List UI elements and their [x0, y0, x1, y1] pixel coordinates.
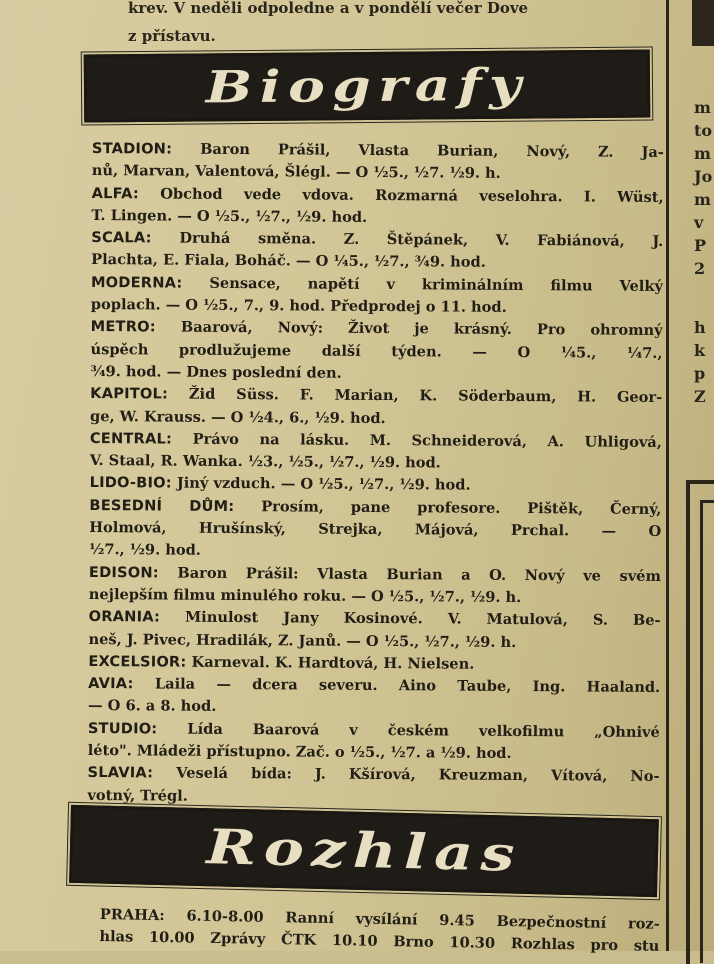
adjacent-column-line: k [694, 341, 706, 360]
rozhlas-heading-banner [69, 805, 659, 897]
cinema-name: EXCELSIOR: [88, 652, 187, 671]
listing-line [89, 606, 661, 632]
listing-text: Baarová, Nový: Život je krásný. Pro ohromný [180, 319, 663, 340]
cinema-listing [89, 495, 661, 566]
cinema-listing [88, 718, 660, 767]
listing-text: ½7., ½9. hod. [89, 541, 201, 560]
previous-article-line: z přístavu. [128, 27, 216, 45]
listing-text: T. Lingen. — O ½5., ½7., ½9. hod. [91, 206, 368, 226]
adjacent-column-line: h [694, 318, 706, 337]
adjacent-column-line: Jo [694, 167, 713, 186]
listing-text: léto". Mládeži přístupno. Zač. o ½5., ½7. a ½9. hod. [87, 742, 512, 762]
cinema-listing [88, 673, 660, 722]
cinema-listing [89, 562, 661, 611]
column-divider [666, 0, 669, 951]
adjacent-column-line: m [694, 190, 711, 209]
cinema-name: KAPITOL: [90, 385, 169, 403]
listing-text: úspěch prodlužujeme další týden. — O ¼5., ¼7., [90, 340, 663, 362]
listing-text: nů, Marvan, Valentová, Šlégl. — O ½5., ½7. ½9. h. [91, 162, 501, 183]
cinema-name: MODERNA: [90, 273, 183, 292]
listing-text: Plachta, E. Fiala, Boháč. — O ¼5., ½7., ¾9. hod. [91, 251, 486, 272]
listing-text: neš, J. Pivec, Hradilák, Z. Janů. — O ½5., ½7., ½9. h. [88, 630, 517, 651]
cinema-listing [90, 383, 662, 432]
cinema-listing [88, 606, 660, 655]
cinema-name: BESEDNÍ DŮM: [89, 496, 235, 515]
adjacent-column-fragments [694, 96, 714, 408]
listing-text: Baron Prášil: Vlasta Burian a O. Nový ve svém [177, 564, 662, 585]
listing-text: ¾9. hod. — Dnes poslední den. [90, 362, 342, 382]
previous-article-line: krev. V neděli odpoledne a v pondělí večer Dove [128, 0, 529, 17]
cinema-name: SLAVIA: [87, 764, 154, 782]
listing-text: Obchod vede vdova. Rozmarná veselohra. I. Wüst, [160, 185, 664, 206]
listing-text: Veselá bída: J. Kšírová, Kreuzman, Vítová, No- [176, 764, 660, 786]
listing-text: Právo na lásku. M. Schneiderová, A. Uhligová, [192, 430, 662, 451]
listing-text: Lída Baarová v českém velkofilmu „Ohnivé [187, 720, 660, 741]
listing-text: Laila — dcera severu. Aino Taube, Ing. Haaland. [154, 675, 661, 697]
listing-text: Holmová, Hrušínský, Strejka, Májová, Prchal. — O [89, 519, 662, 541]
cinema-name: SCALA: [91, 229, 152, 247]
listing-text: poplach. — O ½5., 7., 9. hod. Předprodej o 11. hod. [90, 296, 507, 316]
adjacent-column-line: m [694, 98, 711, 117]
adjacent-column-line: P [694, 236, 707, 255]
adjacent-column-line: Z [694, 387, 706, 406]
adjacent-column-frame-inner [700, 500, 714, 963]
cinema-listing [87, 762, 659, 811]
cinema-name: METRO: [90, 318, 156, 336]
listing-text: Druhá směna. Z. Štěpánek, V. Fabiánová, J. [179, 229, 664, 251]
cinema-listing [91, 183, 663, 232]
listing-text: Sensace, napětí v kriminálním filmu Velký [209, 274, 664, 295]
cinema-listing [91, 227, 663, 276]
listing-text: votný, Trégl. [87, 786, 188, 805]
adjacent-column-line: p [694, 364, 706, 383]
radio-line: hlas 10.00 Zprávy ČTK 10.10 Brno 10.30 Rozhlas pro stu [99, 927, 660, 955]
biografy-heading-banner [84, 50, 651, 123]
cinema-name: ORANIA: [88, 608, 161, 626]
cinema-name: AVIA: [88, 675, 134, 693]
adjacent-column-heading-fragment [692, 0, 714, 46]
cinema-name: STADION: [91, 139, 173, 158]
cinema-listing [92, 138, 664, 187]
cinema-name: CENTRAL: [89, 429, 173, 448]
radio-line: PRAHA: 6.10-8.00 Ranní vysílání 9.45 Bezpečnostní roz- [99, 905, 660, 933]
listing-text: Karneval. K. Hardtová, H. Nielsen. [191, 653, 475, 673]
cinema-name: LIDO-BIO: [89, 474, 172, 493]
cinema-name: EDISON: [88, 563, 159, 582]
rozhlas-heading: Rozhlas [205, 819, 523, 883]
adjacent-column-line: to [694, 121, 713, 140]
listing-text: Prosím, pane profesore. Pištěk, Černý, [261, 497, 662, 518]
listing-text: Žid Süss. F. Marian, K. Söderbaum, H. Geor- [188, 385, 663, 407]
adjacent-column-line: m [694, 144, 711, 163]
cinema-listings [87, 138, 664, 811]
listing-text: Jiný vzduch. — O ½5., ½7., ½9. hod. [176, 475, 471, 495]
cinema-name: STUDIO: [87, 719, 158, 738]
adjacent-column-line: 2 [694, 259, 706, 278]
listing-text: ge, W. Krauss. — O ½4., 6., ½9. hod. [89, 407, 386, 427]
adjacent-column-line: v [694, 213, 704, 232]
listing-text: V. Staal, R. Wanka. ½3., ½5., ½7., ½9. hod. [89, 452, 441, 472]
cinema-listing [91, 272, 663, 321]
listing-text: Minulost Jany Kosinové. V. Matulová, S. Be- [185, 608, 661, 630]
cinema-listing [90, 316, 662, 387]
previous-article-fragment [128, 0, 648, 50]
cinema-listing [90, 428, 662, 477]
cinema-name: ALFA: [91, 184, 139, 202]
biografy-heading: Biografy [205, 59, 529, 113]
listing-text: Baron Prášil, Vlasta Burian, Nový, Z. Ja- [200, 140, 664, 161]
listing-text: nejlepším filmu minulého roku. — O ½5., ½7., ½9. h. [88, 585, 522, 606]
listing-text: — O 6. a 8. hod. [87, 697, 217, 716]
